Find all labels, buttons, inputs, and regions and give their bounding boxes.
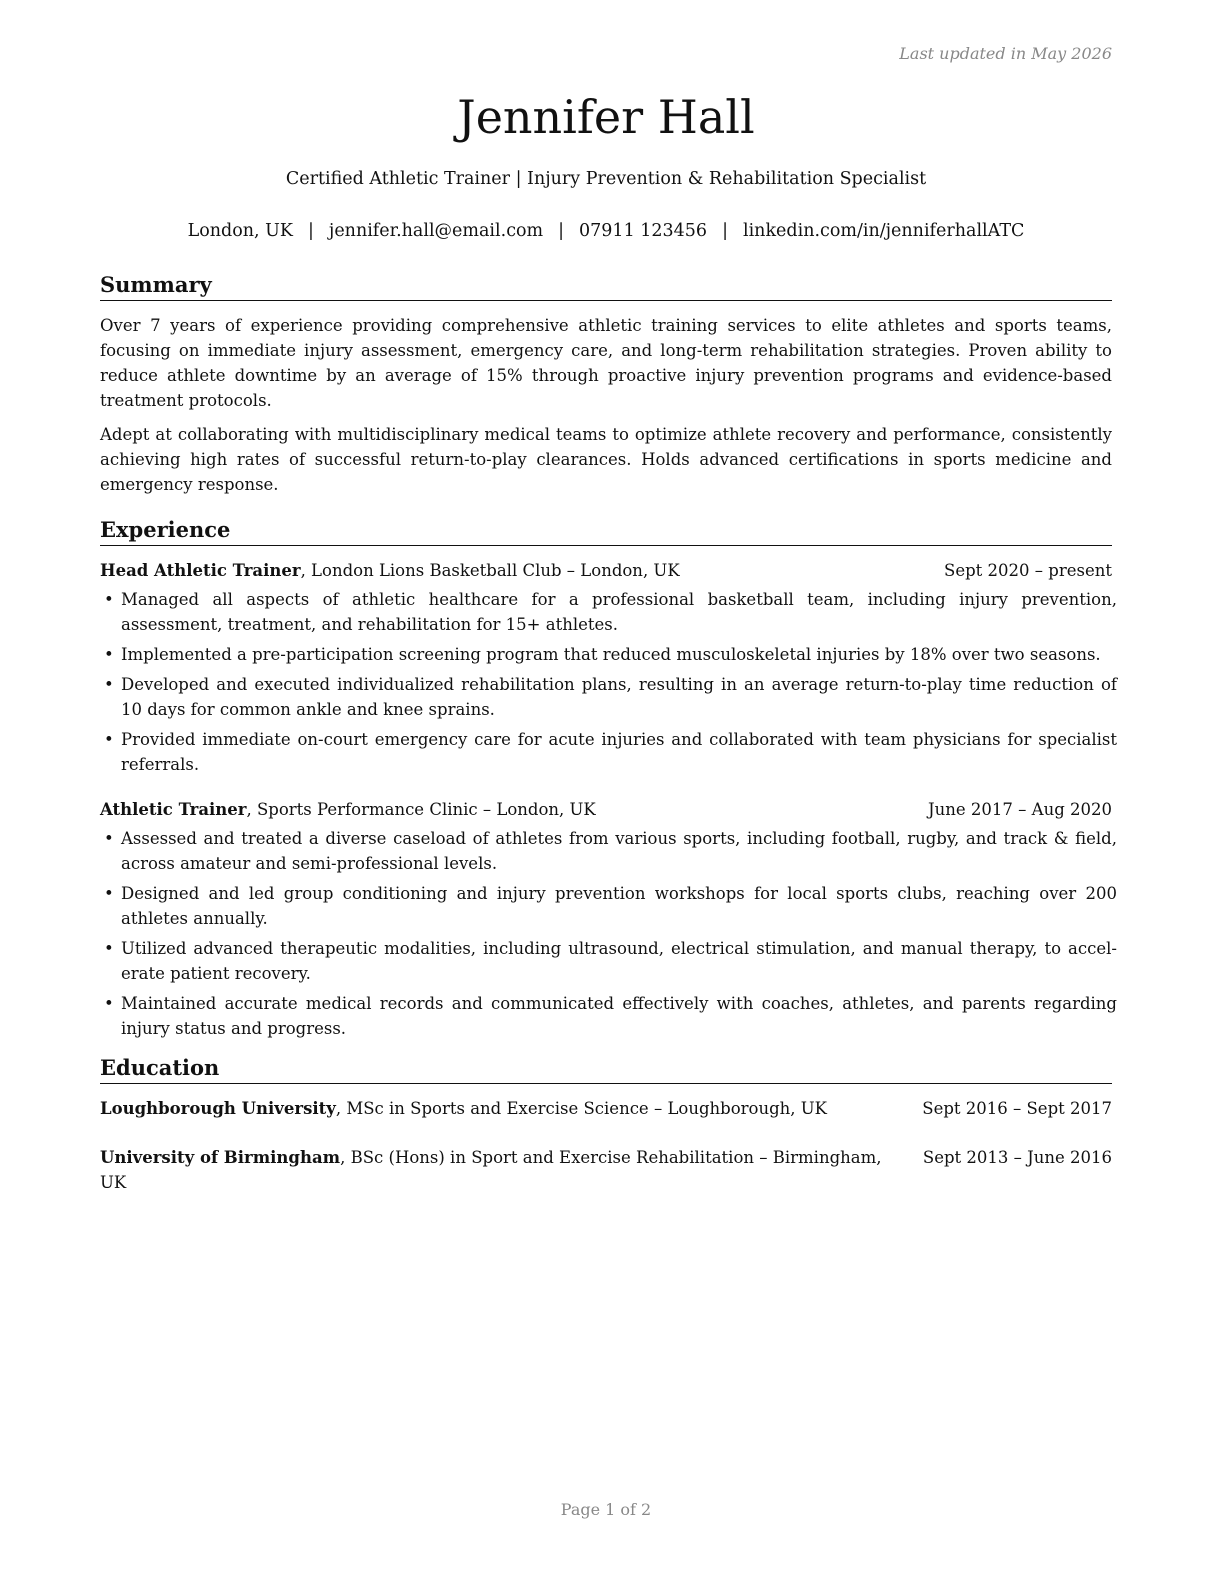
list-item (100, 826, 1117, 876)
bullet-icon: • (104, 675, 114, 694)
education-entry (100, 1096, 1112, 1121)
bullet-icon: • (104, 590, 114, 609)
bullet-text: Provided immediate on-court emergency care for acute injuries and collaborated with team physicians for specialist referrals. (121, 730, 1117, 774)
list-item (100, 991, 1117, 1041)
education-title-line (100, 1096, 922, 1121)
summary-section (100, 270, 1112, 497)
bullet-icon: • (104, 994, 114, 1013)
contact-location: London, UK (187, 221, 293, 241)
bullet-text: Implemented a pre-participation screening program that reduced musculoskeletal injuries by 18% over two seasons. (121, 645, 1101, 664)
bullet-icon: • (104, 829, 114, 848)
role-bullet-list (100, 826, 1117, 1041)
education-dates: Sept 2016 – Sept 2017 (922, 1099, 1112, 1118)
bullet-text: Designed and led group conditioning and injury prevention workshops for local sports clubs, reaching over 200 athletes annually. (121, 884, 1117, 928)
bullet-icon: • (104, 884, 114, 903)
contact-separator: | (722, 221, 728, 241)
role-header (100, 558, 1112, 583)
role-dates: Sept 2020 – present (944, 561, 1112, 580)
bullet-text: Assessed and treated a diverse caseload of athletes from various sports, including football, rugby, and track & field, across amateur and semi-professional levels. (121, 829, 1117, 873)
page-number: Page 1 of 2 (560, 1500, 652, 1519)
bullet-text: Utilized advanced therapeutic modalities, including ultrasound, electrical stimulation, and manual therapy, to accelerate patient recovery. (121, 939, 1117, 983)
role-position: Head Athletic Trainer (100, 561, 301, 580)
summary-body (100, 313, 1112, 497)
bullet-icon: • (104, 939, 114, 958)
summary-paragraph: Over 7 years of experience providing comprehensive athletic training services to elite athletes and sports teams, focusing on immediate injury assessment, emergency care, and long-term rehabilitation strategies. Proven ability to reduce athlete downtime by an average of 15% through proactive injury prevention programs and evidence-based treatment protocols. (100, 316, 1112, 410)
contact-linkedin[interactable]: linkedin.com/in/jenniferhallATC (742, 221, 1025, 241)
section-title-education: Education (100, 1053, 1112, 1084)
list-item (100, 881, 1117, 931)
list-item (100, 672, 1117, 722)
education-entry (100, 1145, 1112, 1195)
education-dates: Sept 2013 – June 2016 (922, 1148, 1112, 1167)
resume-page (100, 0, 1117, 1584)
education-degree: , MSc in Sports and Exercise Science – Loughborough, UK (335, 1099, 828, 1118)
education-degree: , BSc (Hons) in Sport and Exercise Rehabilitation – Birmingham, UK (100, 1148, 882, 1192)
role-title-line (100, 558, 944, 583)
role-organization: , Sports Performance Clinic – London, UK (246, 800, 596, 819)
education-institution: Loughborough University (100, 1099, 336, 1118)
role-bullet-list (100, 587, 1117, 777)
candidate-name: Jennifer Hall (457, 90, 755, 144)
contact-line (100, 218, 1112, 244)
role-position: Athletic Trainer (100, 800, 247, 819)
last-updated-note: Last updated in May 2026 (899, 44, 1112, 63)
summary-paragraph: Adept at collaborating with multidisciplinary medical teams to optimize athlete recovery and performance, consistently achieving high rates of successful return-to-play clearances. Holds advanced certifications in sports medicine and emergency response. (100, 425, 1112, 494)
role-organization: , London Lions Basketball Club – London, UK (300, 561, 680, 580)
education-title-line (100, 1145, 923, 1195)
list-item (100, 642, 1117, 667)
section-title-summary: Summary (100, 270, 1112, 301)
experience-section (100, 515, 1117, 1041)
contact-phone: 07911 123456 (579, 221, 708, 241)
headline: Certified Athletic Trainer | Injury Prevention & Rehabilitation Specialist (285, 169, 927, 189)
education-section (100, 1053, 1112, 1195)
experience-role (100, 558, 1117, 777)
contact-email[interactable]: jennifer.hall@email.com (328, 221, 544, 241)
role-header (100, 797, 1112, 822)
role-dates: June 2017 – Aug 2020 (928, 800, 1112, 819)
list-item (100, 727, 1117, 777)
experience-role (100, 797, 1117, 1041)
contact-separator: | (558, 221, 565, 241)
bullet-text: Maintained accurate medical records and communicated effectively with coaches, athletes, and parents regarding injury status and progress. (121, 994, 1117, 1038)
contact-separator: | (307, 221, 314, 241)
role-title-line (100, 797, 928, 822)
bullet-icon: • (104, 645, 114, 664)
list-item (100, 587, 1117, 637)
list-item (100, 936, 1117, 986)
section-title-experience: Experience (100, 515, 1112, 546)
bullet-text: Developed and executed individualized rehabilitation plans, resulting in an average return-to-play time reduction of 10 days for common ankle and knee sprains. (121, 675, 1117, 719)
education-institution: University of Birmingham (100, 1148, 341, 1167)
bullet-text: Managed all aspects of athletic healthcare for a professional basketball team, including injury prevention, assessment, treatment, and rehabilitation for 15+ athletes. (121, 590, 1117, 634)
resume-content (100, 270, 1117, 1205)
bullet-icon: • (104, 730, 114, 749)
